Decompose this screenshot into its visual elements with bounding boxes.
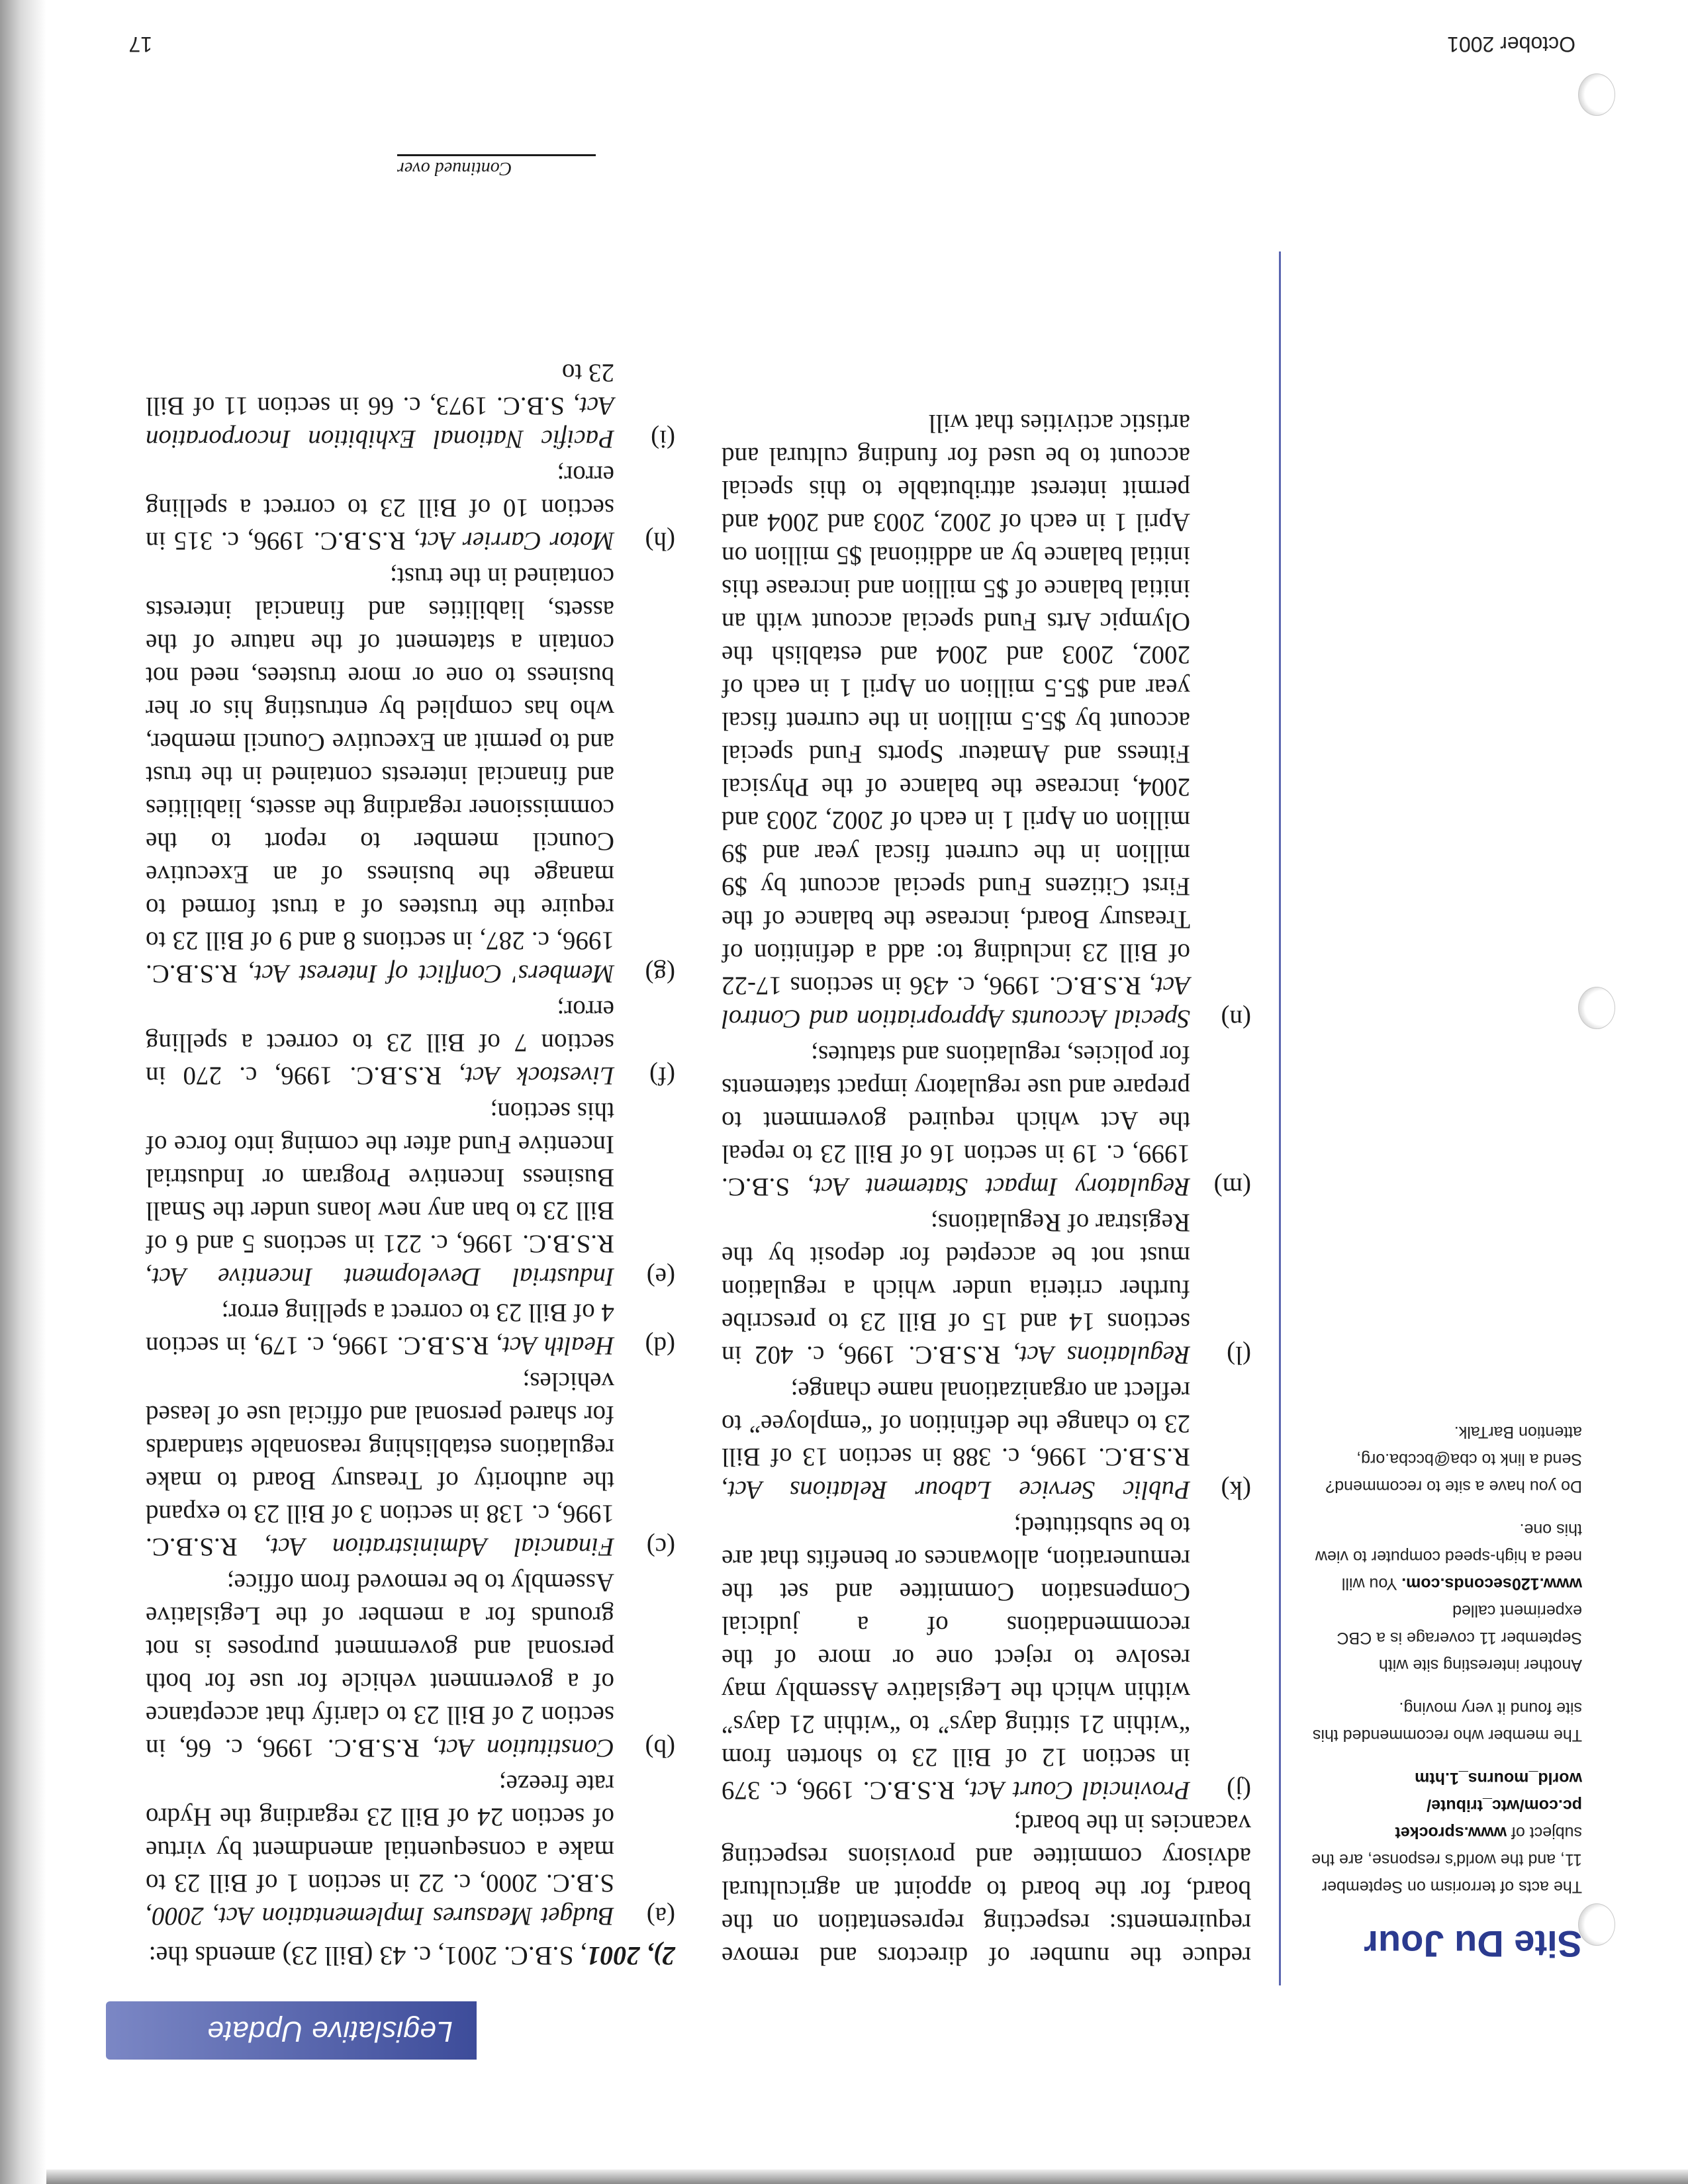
site-du-jour-sidebar (1304, 1402, 1582, 1966)
amendment-item-label: (e) (646, 1263, 675, 1291)
amendment-item-text (146, 1365, 614, 1563)
section-header-band (106, 2001, 477, 2060)
amendment-list-right (146, 356, 675, 1933)
column-right (146, 353, 675, 1972)
amendment-item (146, 1095, 675, 1293)
amendment-item-text (722, 1509, 1190, 1807)
amendment-item-text (722, 1206, 1190, 1371)
amendment-item-label: (a) (646, 1902, 675, 1931)
column-middle (722, 404, 1251, 1972)
amendment-item (146, 993, 675, 1092)
amendment-item-label: (d) (645, 1332, 675, 1360)
amendment-description: R.S.B.C. 1996, c. 179, in section 4 of Bill 23 to correct a spelling error; (146, 1298, 614, 1360)
scan-edge-right (0, 0, 46, 2184)
amendment-item-text (146, 1095, 614, 1293)
amendment-item-text (146, 993, 614, 1092)
amendment-item-label: (j) (1227, 1776, 1251, 1805)
act-name: Industrial Development Incentive Act, (146, 1263, 614, 1291)
act-name: Livestock Act, (459, 1062, 614, 1090)
punch-hole (1578, 987, 1615, 1029)
amendment-item-text (146, 1767, 614, 1933)
amendment-item (146, 1365, 675, 1563)
amendment-description: R.S.B.C. 1996, c. 66, in section 2 of Bill 23 to clarify that acceptance of a government vehicle for use for both personal and government purposes is not grounds for a member of the Legislative Assembly to be removed from office; (145, 1569, 614, 1762)
scan-edge-top (0, 2169, 1688, 2184)
amendment-item-text (146, 458, 614, 557)
amendment-item-text (146, 560, 614, 990)
amendment-item-label: (g) (645, 960, 675, 988)
sidebar-title: Site Du Jour (1364, 1923, 1582, 1965)
amendment-item (722, 1509, 1251, 1807)
amendment-item-label: (h) (645, 527, 675, 555)
amendment-description: S.B.C. 1973, c. 66 in section 11 of Bill 23 to (146, 359, 614, 420)
amendment-description: R.S.B.C. 1996, c. 270 in section 7 of Bill 23 to correct a spelling error; (146, 995, 614, 1090)
amendment-item (146, 1296, 675, 1362)
continuation-paragraph: reduce the number of directors and remove requirements: respecting representation on the board, for the board to appoint an agricultural advisory committee and provisions respecting vacancies in the board; (722, 1809, 1251, 1970)
amendment-description: R.S.B.C. 1996, c. 315 in section 10 of Bill 23 to correct a spelling error; (146, 461, 614, 555)
amendment-item-label: (m) (1213, 1173, 1251, 1201)
sidebar-paragraph (1304, 1418, 1582, 1500)
sidebar-paragraph (1304, 1764, 1582, 1900)
amendment-item-label: (i) (651, 425, 675, 453)
amendment-item (722, 1206, 1251, 1371)
sidebar-text: The member who recommended this site found it very moving. (1312, 1699, 1582, 1745)
amendment-item-label: (l) (1227, 1341, 1251, 1369)
sidebar-text: Another interesting site with September 11 coverage is a CBC experiment called (1336, 1602, 1582, 1674)
lead-paragraph (146, 1939, 675, 1972)
sidebar-link[interactable]: www.sprocket pc.com/wtc_tribute/ world_mourns_1.htm (1395, 1769, 1582, 1842)
act-name: Constitution Act, (432, 1734, 614, 1762)
act-name: Pacific National Exhibition Incorporation Act, (146, 392, 614, 453)
punch-hole (1578, 73, 1615, 116)
amendment-description: R.S.B.C. 1996, c. 379 in section 12 of Bill 23 to shorten from “within 21 sitting days” to “within 21 days” within which the Legislative Assembly may resolve to reject one or more of the recommendations of a judicial Compensation Committee and set the remuneration, allowances or benefits that are to be substituted; (721, 1512, 1190, 1805)
amendment-item-label: (c) (646, 1533, 675, 1561)
amendment-item-text (722, 406, 1190, 1035)
amendment-item (146, 356, 675, 455)
amendment-description: R.S.B.C. 1996, c. 221 in sections 5 and 6 of Bill 23 to ban any new loans under the Small Business Incentive Program or Industrial Incentive Fund after the coming into force of this section; (146, 1097, 614, 1258)
amendment-description: R.S.B.C. 1996, c. 287, in sections 8 and 9 of Bill 23 to require the trustees of a trust formed to manage the business of an Executive Council member to report to the commissioner regarding the assets, liabilities and financial interests contained in the trust and to permit an Executive Council member, who has complied by entrusting his or her business to one or more trustees, need not contain a statement of the nature of the assets, liabilities and financial interests contained in the trust; (146, 563, 614, 988)
sidebar-divider (1279, 251, 1281, 1985)
amendment-description: R.S.B.C. 1996, c. 138 in section 3 of Bill 23 to expand the authority of Treasury Board to make regulations establishing reasonable standards for shared personal and official use of leased vehicles; (146, 1367, 614, 1561)
amendment-item-label: (f) (649, 1062, 675, 1090)
continued-over-label: Continued over (397, 154, 596, 179)
act-name: Regulations Act, (1013, 1341, 1190, 1369)
amendment-item-text (722, 1374, 1190, 1506)
amendment-item (146, 1566, 675, 1764)
act-name: Motor Carrier Act, (414, 527, 614, 555)
act-name: Provincial Court Act, (963, 1776, 1190, 1805)
amendment-item (146, 458, 675, 557)
amendment-item (722, 1374, 1251, 1506)
amendment-item-text (146, 356, 614, 455)
sidebar-text: Do you have a site to recommend? Send a link to cba@bccba.org, attention BarTalk. (1325, 1423, 1582, 1496)
amendment-description: S.B.C. 2000, c. 22 in section 1 of Bill 23 to make a consequential amendment by virtue of section 24 of Bill 23 regarding the Hydro rate freeze; (146, 1770, 614, 1897)
lead-text: , S.B.C. 2001, c. 43 (Bill 23) amends the: (148, 1941, 587, 1971)
amendment-item (146, 560, 675, 990)
amendment-item-text (146, 1566, 614, 1764)
amendment-description: S.B.C. 1999, c. 19 in section 16 of Bill 23 to repeal the Act which required government to prepare and use regulatory impact statements for policies, regulations and statutes; (722, 1040, 1190, 1201)
amendment-item-label: (k) (1221, 1476, 1251, 1504)
act-name: Financial Administration Act, (264, 1533, 614, 1561)
act-name: Regulatory Impact Statement Act, (808, 1173, 1190, 1201)
amendment-item-text (722, 1038, 1190, 1203)
sidebar-link[interactable]: www.120seconds.com. (1401, 1574, 1582, 1593)
punch-hole (1578, 1903, 1615, 1946)
act-name: Public Service Labour Relations Act, (722, 1476, 1190, 1504)
amendment-item (146, 1767, 675, 1933)
amendment-item-label: (n) (1221, 1005, 1251, 1033)
lead-bill-number: 2), 2001 (586, 1941, 675, 1971)
amendment-list-middle (722, 406, 1251, 1807)
amendment-item-label: (b) (645, 1734, 675, 1762)
amendment-description: R.S.B.C. 1996, c. 388 in section 13 of Bill 23 to change the definition of “employee” to reflect an organizational name change; (722, 1377, 1190, 1471)
amendment-item (722, 1038, 1251, 1203)
amendment-description: R.S.B.C. 1996, c. 436 in sections 17-22 of Bill 23 including to: add a definition of Treasury Board, increase the balance of the First Citizens Fund special account by $9 million in the current fiscal year and $9 million on April 1 in each of 2002, 2003 and 2004, increase the balance of the Physical Fitness and Amateur Sports Fund special account by $5.5 million in the current fiscal year and $5.5 million on April 1 in each of 2002, 2003 and 2004 and establish the Olympic Arts Fund special account with an initial balance of $5 million and increase this initial balance by an additional $5 million on April 1 in each of 2002, 2003 and 2004 and permit interest attributable to this special account to be used for funding cultural and artistic activities that will (722, 409, 1190, 1000)
amendment-description: R.S.B.C. 1996, c. 402 in sections 14 and 15 of Bill 23 to prescribe further criteria under which a regulation must not be accepted for deposit by the Registrar of Regulations; (722, 1208, 1190, 1369)
amendment-item (722, 406, 1251, 1035)
sidebar-text: The acts of terrorism on September 11, and the world's response, are the subject of (1311, 1823, 1582, 1896)
act-name: Members' Conflict of Interest Act, (248, 960, 614, 988)
footer-date: October 2001 (1447, 32, 1575, 56)
act-name: Budget Measures Implementation Act, 2000, (146, 1902, 614, 1931)
act-name: Special Accounts Appropriation and Control Act, (722, 972, 1190, 1033)
section-header-title: Legislative Update (207, 2015, 453, 2048)
sidebar-paragraph (1304, 1516, 1582, 1678)
sidebar-paragraph (1304, 1694, 1582, 1749)
amendment-item-text (146, 1296, 614, 1362)
page-number: 17 (128, 32, 152, 56)
sidebar-text: You will need a high-speed computer to view this one. (1315, 1520, 1582, 1593)
act-name: Health Act, (496, 1332, 614, 1360)
